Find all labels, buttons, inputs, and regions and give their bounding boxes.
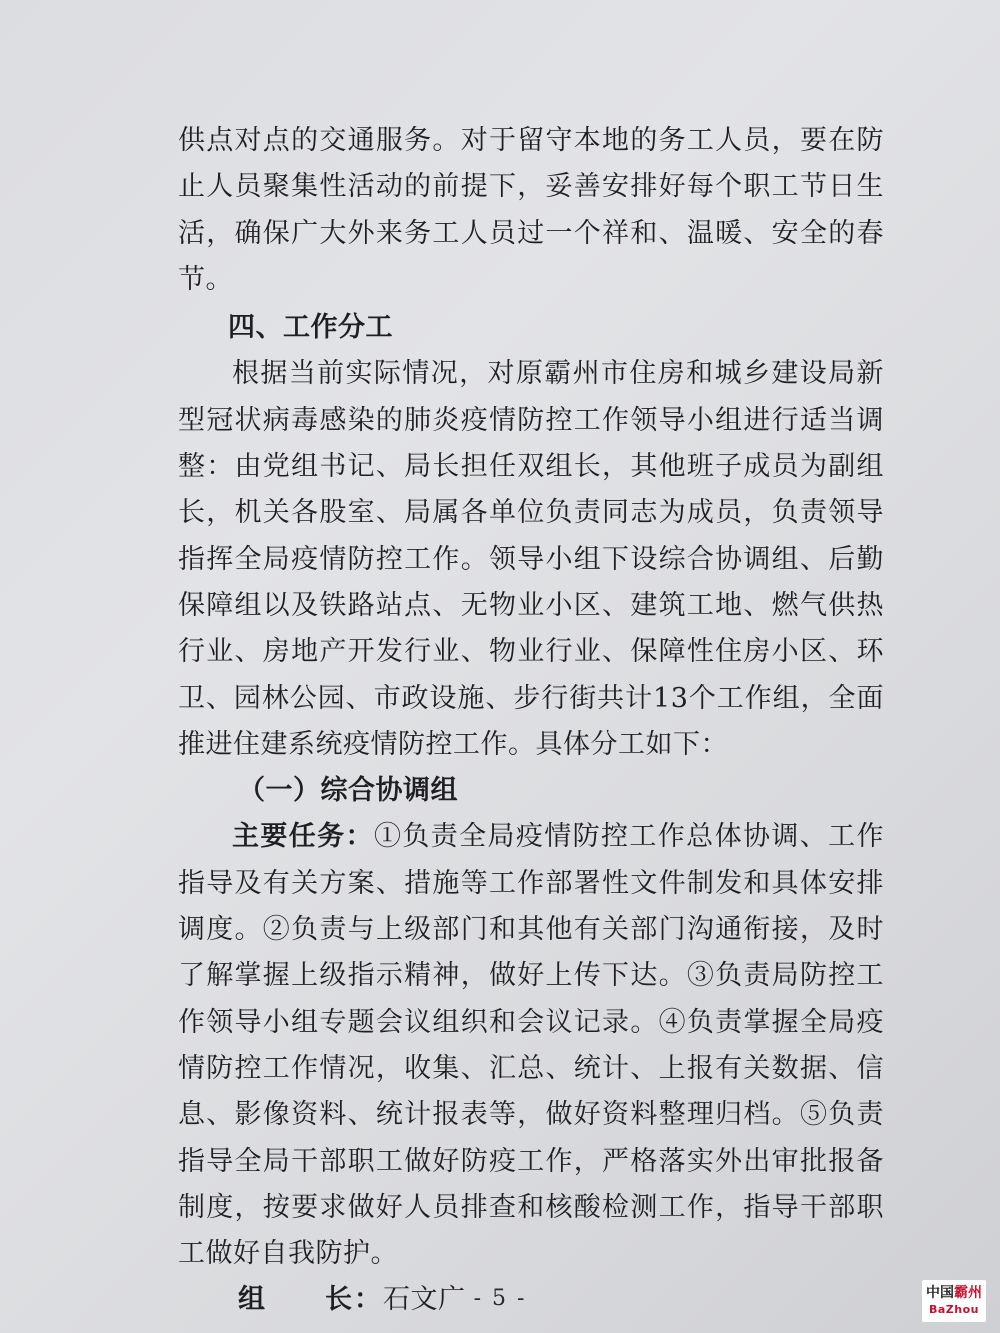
watermark-en: BaZhou [928,1303,979,1316]
paragraph-intro: 供点对点的交通服务。对于留守本地的务工人员，要在防止人员聚集性活动的前提下，妥善安排好每个职工节日生活，确保广大外来务工人员过一个祥和、温暖、安全的春节。 [178,125,884,295]
paragraph-division: 根据当前实际情况，对原霸州市住房和城乡建设局新型冠状病毒感染的肺炎疫情防控工作领导小组进行适当调整：由党组书记、局长担任双组长，其他班子成员为副组长，机关各股室、局属各单位负责同志为成员，负责领导指挥全局疫情防控工作。领导小组下设综合协调组、后勤保障组以及铁路站点、无物业小区、建筑工地、燃气供热行业、房地产开发行业、物业行业、保障性住房小区、环卫、园林公园、市政设施、步行街共计13个工作组，全面推进住建系统疫情防控工作。具体分工如下： [178,358,884,760]
watermark-cn-prefix: 中国 [926,1285,954,1301]
watermark-cn [922,1283,986,1303]
subsection-heading: （一）综合协调组 [238,775,458,807]
tasks-text: ①负责全局疫情防控工作总体协调、工作指导及有关方案、措施等工作部署性文件制发和具体安排调度。②负责与上级部门和其他有关部门沟通衔接，及时了解掌握上级指示精神，做好上传下达。③负责局防控工作领导小组专题会议组织和会议记录。④负责掌握全局疫情防控工作情况，收集、汇总、统计、上报有关数据、信息、影像资料、统计报表等，做好资料整理归档。⑤负责指导全局干部职工做好防疫工作，严格落实外出审批报备制度，按要求做好人员排查和核酸检测工作，指导干部职工做好自我防护。 [178,821,885,1270]
watermark-logo [922,1280,986,1322]
section-heading: 四、工作分工 [228,312,393,344]
paragraph-tasks [178,814,884,1277]
leader-label: 组 长： [238,1284,383,1316]
tasks-label: 主要任务： [232,821,374,853]
page-number: - 5 - [473,1286,527,1311]
document-body [178,118,884,1324]
watermark-cn-highlight: 霸州 [954,1285,982,1301]
leader-name: 石文广 [383,1284,466,1316]
